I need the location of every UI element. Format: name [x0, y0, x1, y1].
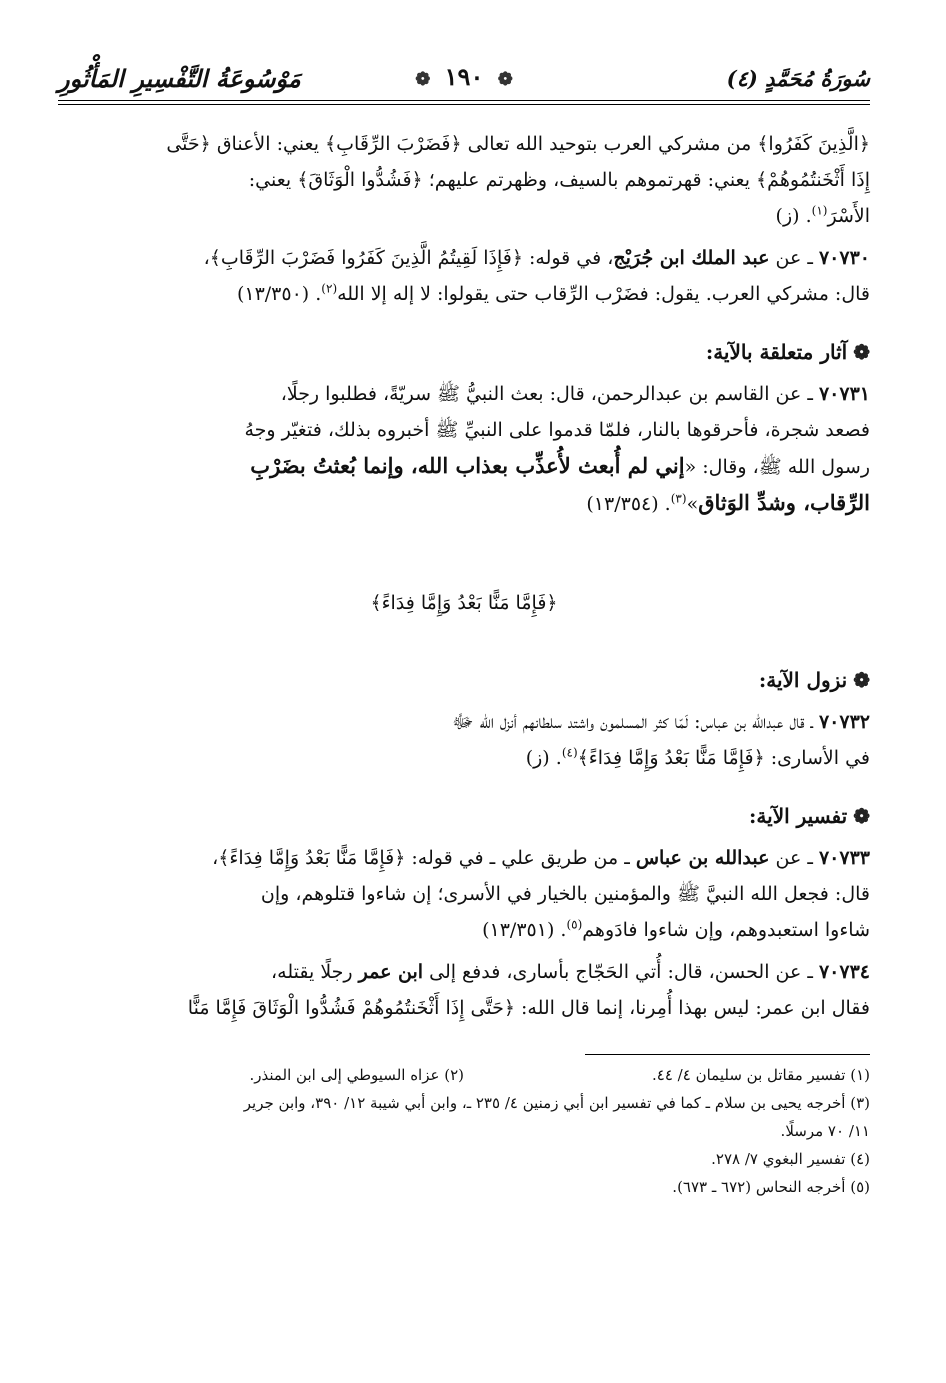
text-line: ٧٠٧٣٣ ـ عن عبدالله بن عباس ـ من طريق علي ـ في قوله: ﴿فَإِمَّا مَنًّا بَعْدُ وَإِمَّا فِدَاءً﴾، [212, 847, 870, 869]
text-line: قال: فجعل الله النبيَّ ﷺ والمؤمنين بالخيار في الأسرى؛ إن شاءوا قتلوهم، وإن [260, 883, 870, 905]
footnotes [58, 1061, 870, 1201]
header-rule [58, 104, 870, 105]
narrator-name: ابن عمر [358, 961, 424, 983]
narration-70732 [58, 704, 870, 776]
text-line: ٧٠٧٣٤ ـ عن الحسن، قال: أُتي الحَجّاج بأسارى، فدفع إلى ابن عمر رجلًا يقتله، [271, 961, 870, 983]
text-line: ٧٠٧٣٠ ـ عن عبد الملك ابن جُرَيْج، في قوله: ﴿فَإِذَا لَقِيتُمُ الَّذِينَ كَفَرُوا فَضَرْبَ الرِّقَابِ﴾، [203, 247, 870, 269]
narration-number: ٧٠٧٣٠ [818, 247, 870, 269]
text-line: في الأسارى: ﴿فَإِمَّا مَنًّا بَعْدُ وَإِمَّا فِدَاءً﴾$^{(٤)}$. (ز) [525, 745, 870, 769]
text-line: الرِّقاب، وشدِّ الوَثاق»$^{(٣)}$. (١٣/٣٥٤) [586, 490, 870, 515]
footnote-ref: (٣) [670, 491, 687, 506]
page-header [58, 60, 870, 108]
footnote-row [58, 1061, 870, 1089]
footnote: (٢) عزاه السيوطي إلى ابن المنذر. [249, 1066, 464, 1084]
narration-number: ٧٠٧٣١ [818, 383, 870, 405]
text-line: فصعد شجرة، فأحرقوها بالنار، فلمّا قدموا على النبيِّ ﷺ أخبروه بذلك، فتغيّر وجهُ [244, 419, 870, 441]
narration-number: ٧٠٧٣٤ [818, 961, 870, 983]
book-page [58, 60, 870, 1201]
footnote-ref: (١) [811, 203, 828, 218]
narration-70731 [58, 376, 870, 522]
hadith-text: الرِّقاب، وشدِّ الوَثاق [698, 490, 870, 515]
narrator-name: عبدالله بن عباس [635, 847, 770, 869]
volume-ref: . (١٣/٣٥١) [482, 919, 567, 941]
footnote-ref: (٢) [321, 281, 338, 296]
footnote: (٥) أخرجه النحاس (٦٧٢ ـ ٦٧٣). [672, 1178, 870, 1196]
footnote-ref: (٥) [566, 917, 583, 932]
flower-icon: ❁ [853, 340, 870, 364]
volume-ref: . (١٣/٣٥٤) [586, 493, 671, 515]
verse-heading: ﴿فَإِمَّا مَنًّا بَعْدُ وَإِمَّا فِدَاءً﴾ [370, 592, 558, 614]
text-line: قال: مشركي العرب. يقول: فضَرْب الرِّقاب حتى يقولوا: لا إله إلا الله$^{(٢)}$. (١٣/٣٥٠) [236, 281, 870, 305]
narration-number: ٧٠٧٣٢ [818, 711, 870, 733]
footnote-ref: (٤) [561, 745, 578, 760]
narration-number: ٧٠٧٣٣ [818, 847, 870, 869]
text-line: فقال ابن عمر: ليس بهذا أُمِرنا، إنما قال الله: ﴿حَتَّى إِذَا أَثْخَنتُمُوهُمْ فَشُدُّوا الْوَثَاقَ فَإِمَّا مَنًّا [187, 997, 870, 1019]
section-heading: ❁تفسير الآية: [749, 804, 870, 828]
footnote: (٣) أخرجه يحيى بن سلام ـ كما في تفسير ابن أبي زمنين ٤/ ٢٣٥ ـ، وابن أبي شيبة ١٢/ ٣٩٠، وابن جرير [243, 1094, 870, 1112]
narrator-name: عبد الملك ابن جُرَيْج [613, 247, 770, 269]
footnote-rule [585, 1054, 870, 1055]
text-line: رسول الله ﷺ، وقال: «إني لم أُبعث لأُعذِّب بعذاب الله، وإنما بُعثتُ بضَرْبِ [250, 453, 870, 478]
ornament-icon: ❁ [415, 69, 431, 90]
text-line: الأَسْرَ$^{(١)}$. (ز) [775, 203, 870, 227]
intro-paragraph [58, 126, 870, 234]
text-line: شاءوا استعبدوهم، وإن شاءوا فادَوهم$^{(٥)}$. (١٣/٣٥١) [482, 917, 870, 941]
surah-title: سُورَةُ مُحَمَّدٍ (٤) [726, 66, 870, 91]
volume-ref: . (١٣/٣٥٠) [236, 283, 322, 305]
hadith-text: إني لم أُبعث لأُعذِّب بعذاب الله، وإنما بُعثتُ بضَرْبِ [250, 453, 685, 478]
page-number: ١٩٠ [444, 62, 484, 91]
text-line: ﴿الَّذِينَ كَفَرُوا﴾ من مشركي العرب بتوحيد الله تعالى ﴿فَضَرْبَ الرِّقَابِ﴾ يعني: الأعناق ﴿حَتَّى [166, 133, 870, 155]
ornament-icon: ❁ [497, 69, 513, 90]
narration-70730 [58, 240, 870, 312]
text-line: ٧٠٧٣١ ـ عن القاسم بن عبدالرحمن، قال: بعث النبيُّ ﷺ سريّةً، فطلبوا رجلًا، [280, 383, 870, 405]
book-title: مَوْسُوعَةُ التَّفْسِيرِ المَأْثُورِ [58, 64, 301, 93]
footnote: (١) تفسير مقاتل بن سليمان ٤/ ٤٤. [652, 1066, 870, 1084]
flower-icon: ❁ [853, 668, 870, 692]
flower-icon: ❁ [853, 804, 870, 828]
section-heading: ❁نزول الآية: [758, 668, 870, 692]
section-heading: ❁آثار متعلقة بالآية: [705, 340, 870, 364]
text-line: إِذَا أَثْخَنتُمُوهُمْ﴾ يعني: قهرتموهم بالسيف، وظهرتم عليهم؛ ﴿فَشُدُّوا الْوَثَاقَ﴾ يعني: [248, 169, 870, 191]
footnote: (٤) تفسير البغوي ٧/ ٢٧٨. [711, 1150, 870, 1168]
narration-70734 [58, 954, 870, 1026]
narration-70733 [58, 840, 870, 948]
text-line: ٧٠٧٣٢ ـ قال عبدالله بن عباس: لَمّا كثر المسلمون واشتد سلطانهم أنزل الله ﷻ [452, 711, 870, 733]
header-rule [58, 100, 870, 101]
footnote: ١١/ ٧٠ مرسلًا. [780, 1122, 870, 1140]
